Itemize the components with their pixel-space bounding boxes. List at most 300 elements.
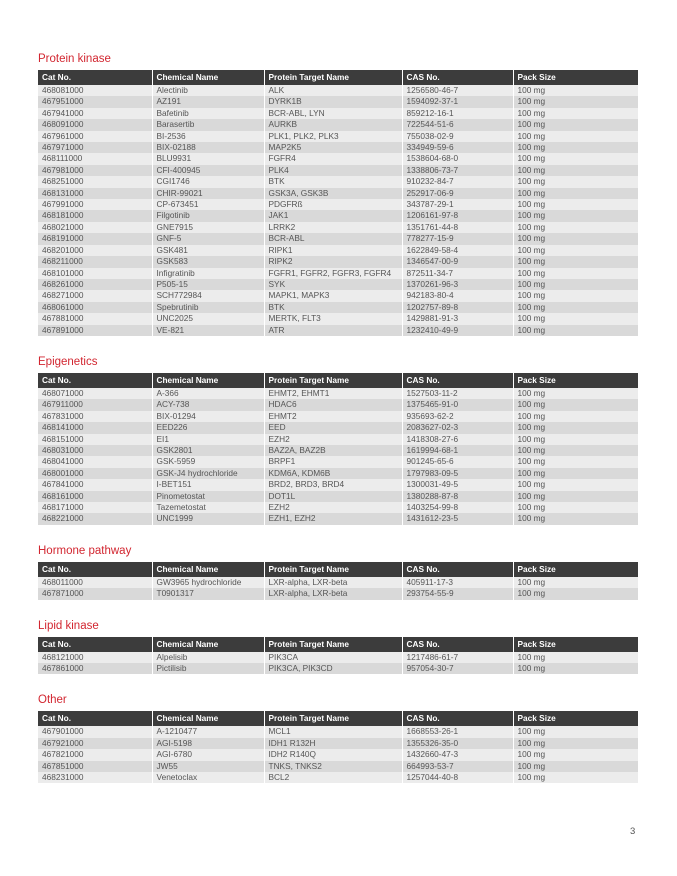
cell-cas-no: 1527503-11-2 <box>402 388 513 399</box>
cell-pack-size: 100 mg <box>513 588 638 599</box>
cell-cat-no: 468011000 <box>38 577 152 588</box>
column-header-chemical-name: Chemical Name <box>152 637 264 652</box>
cell-chemical-name: A-1210477 <box>152 726 264 737</box>
cell-pack-size: 100 mg <box>513 325 638 336</box>
column-header-cas-no: CAS No. <box>402 711 513 726</box>
cell-protein-target-name: DOT1L <box>264 491 402 502</box>
cell-cas-no: 755038-02-9 <box>402 131 513 142</box>
table-row <box>38 233 638 244</box>
cell-cas-no: 935693-62-2 <box>402 411 513 422</box>
cell-protein-target-name: GSK3A, GSK3B <box>264 188 402 199</box>
column-header-chemical-name: Chemical Name <box>152 562 264 577</box>
section-title: Other <box>38 694 67 707</box>
column-header-cas-no: CAS No. <box>402 562 513 577</box>
cell-cat-no: 467961000 <box>38 131 152 142</box>
table-row <box>38 302 638 313</box>
cell-pack-size: 100 mg <box>513 434 638 445</box>
cell-cas-no: 293754-55-9 <box>402 588 513 599</box>
cell-chemical-name: CGI1746 <box>152 176 264 187</box>
cell-cas-no: 334949-59-6 <box>402 142 513 153</box>
cell-cas-no: 942183-80-4 <box>402 290 513 301</box>
cell-cas-no: 957054-30-7 <box>402 663 513 674</box>
cell-protein-target-name: ATR <box>264 325 402 336</box>
column-header-pack-size: Pack Size <box>513 711 638 726</box>
cell-cat-no: 468081000 <box>38 85 152 96</box>
cell-chemical-name: AGI-5198 <box>152 738 264 749</box>
cell-protein-target-name: MAP2K5 <box>264 142 402 153</box>
cell-pack-size: 100 mg <box>513 233 638 244</box>
cell-chemical-name: GW3965 hydrochloride <box>152 577 264 588</box>
cell-pack-size: 100 mg <box>513 153 638 164</box>
column-header-chemical-name: Chemical Name <box>152 373 264 388</box>
cell-pack-size: 100 mg <box>513 772 638 783</box>
cell-cat-no: 468271000 <box>38 290 152 301</box>
cell-chemical-name: T0901317 <box>152 588 264 599</box>
cell-chemical-name: P505-15 <box>152 279 264 290</box>
section-lipid-kinase <box>38 619 638 675</box>
cell-protein-target-name: BTK <box>264 176 402 187</box>
cell-cat-no: 467901000 <box>38 726 152 737</box>
cell-protein-target-name: PLK1, PLK2, PLK3 <box>264 131 402 142</box>
column-header-cat-no: Cat No. <box>38 70 152 85</box>
cell-cas-no: 1257044-40-8 <box>402 772 513 783</box>
cell-cas-no: 1355326-35-0 <box>402 738 513 749</box>
cell-pack-size: 100 mg <box>513 577 638 588</box>
cell-chemical-name: BLU9931 <box>152 153 264 164</box>
cell-protein-target-name: EED <box>264 422 402 433</box>
table-row <box>38 268 638 279</box>
cell-cat-no: 468071000 <box>38 388 152 399</box>
cell-pack-size: 100 mg <box>513 268 638 279</box>
cell-chemical-name: GSK583 <box>152 256 264 267</box>
column-header-protein-target-name: Protein Target Name <box>264 637 402 652</box>
cell-protein-target-name: SYK <box>264 279 402 290</box>
cell-chemical-name: Pictilisib <box>152 663 264 674</box>
cell-protein-target-name: IDH1 R132H <box>264 738 402 749</box>
cell-pack-size: 100 mg <box>513 199 638 210</box>
section-title: Protein kinase <box>38 53 111 65</box>
column-header-cas-no: CAS No. <box>402 637 513 652</box>
cell-pack-size: 100 mg <box>513 256 638 267</box>
cell-cat-no: 467821000 <box>38 749 152 760</box>
product-table <box>38 373 638 525</box>
cell-chemical-name: UNC1999 <box>152 513 264 524</box>
table-header-row <box>38 711 638 726</box>
cell-cas-no: 664993-53-7 <box>402 761 513 772</box>
cell-chemical-name: Tazemetostat <box>152 502 264 513</box>
cell-cat-no: 468131000 <box>38 188 152 199</box>
table-header-row <box>38 562 638 577</box>
column-header-cas-no: CAS No. <box>402 70 513 85</box>
column-header-pack-size: Pack Size <box>513 562 638 577</box>
cell-chemical-name: Alectinib <box>152 85 264 96</box>
cell-cat-no: 468021000 <box>38 222 152 233</box>
cell-cat-no: 468121000 <box>38 652 152 663</box>
cell-protein-target-name: AURKB <box>264 119 402 130</box>
table-row <box>38 153 638 164</box>
cell-cas-no: 1351761-44-8 <box>402 222 513 233</box>
cell-protein-target-name: RIPK1 <box>264 245 402 256</box>
cell-cat-no: 467921000 <box>38 738 152 749</box>
cell-chemical-name: A-366 <box>152 388 264 399</box>
table-row <box>38 422 638 433</box>
cell-cat-no: 467911000 <box>38 399 152 410</box>
table-row <box>38 491 638 502</box>
cell-cat-no: 468001000 <box>38 468 152 479</box>
column-header-protein-target-name: Protein Target Name <box>264 373 402 388</box>
column-header-cat-no: Cat No. <box>38 711 152 726</box>
cell-pack-size: 100 mg <box>513 513 638 524</box>
table-row <box>38 119 638 130</box>
cell-cat-no: 468171000 <box>38 502 152 513</box>
cell-protein-target-name: JAK1 <box>264 210 402 221</box>
cell-protein-target-name: EHMT2, EHMT1 <box>264 388 402 399</box>
section-hormone-pathway <box>38 544 638 600</box>
cell-pack-size: 100 mg <box>513 302 638 313</box>
column-header-pack-size: Pack Size <box>513 70 638 85</box>
cell-chemical-name: EED226 <box>152 422 264 433</box>
cell-cat-no: 468191000 <box>38 233 152 244</box>
cell-protein-target-name: EHMT2 <box>264 411 402 422</box>
cell-chemical-name: UNC2025 <box>152 313 264 324</box>
cell-pack-size: 100 mg <box>513 131 638 142</box>
cell-pack-size: 100 mg <box>513 142 638 153</box>
table-row <box>38 468 638 479</box>
cell-protein-target-name: DYRK1B <box>264 96 402 107</box>
column-header-cas-no: CAS No. <box>402 373 513 388</box>
cell-protein-target-name: KDM6A, KDM6B <box>264 468 402 479</box>
cell-protein-target-name: IDH2 R140Q <box>264 749 402 760</box>
cell-chemical-name: SCH772984 <box>152 290 264 301</box>
cell-pack-size: 100 mg <box>513 468 638 479</box>
cell-pack-size: 100 mg <box>513 388 638 399</box>
cell-chemical-name: GSK2801 <box>152 445 264 456</box>
cell-cas-no: 1432660-47-3 <box>402 749 513 760</box>
cell-cat-no: 468101000 <box>38 268 152 279</box>
table-row <box>38 108 638 119</box>
table-row <box>38 513 638 524</box>
cell-pack-size: 100 mg <box>513 491 638 502</box>
column-header-cat-no: Cat No. <box>38 637 152 652</box>
table-row <box>38 652 638 663</box>
table-row <box>38 577 638 588</box>
cell-protein-target-name: EZH2 <box>264 502 402 513</box>
table-row <box>38 388 638 399</box>
cell-pack-size: 100 mg <box>513 761 638 772</box>
cell-pack-size: 100 mg <box>513 479 638 490</box>
table-row <box>38 411 638 422</box>
cell-cas-no: 1380288-87-8 <box>402 491 513 502</box>
cell-chemical-name: BIX-02188 <box>152 142 264 153</box>
cell-pack-size: 100 mg <box>513 85 638 96</box>
cell-pack-size: 100 mg <box>513 279 638 290</box>
cell-protein-target-name: TNKS, TNKS2 <box>264 761 402 772</box>
table-row <box>38 222 638 233</box>
table-row <box>38 96 638 107</box>
table-row <box>38 313 638 324</box>
cell-chemical-name: GNE7915 <box>152 222 264 233</box>
cell-protein-target-name: BAZ2A, BAZ2B <box>264 445 402 456</box>
table-row <box>38 290 638 301</box>
cell-cas-no: 1594092-37-1 <box>402 96 513 107</box>
cell-cat-no: 468201000 <box>38 245 152 256</box>
cell-protein-target-name: ALK <box>264 85 402 96</box>
cell-cat-no: 467881000 <box>38 313 152 324</box>
cell-pack-size: 100 mg <box>513 290 638 301</box>
cell-cat-no: 468211000 <box>38 256 152 267</box>
cell-pack-size: 100 mg <box>513 445 638 456</box>
cell-protein-target-name: BRPF1 <box>264 456 402 467</box>
cell-chemical-name: Filgotinib <box>152 210 264 221</box>
cell-chemical-name: Infigratinib <box>152 268 264 279</box>
cell-pack-size: 100 mg <box>513 749 638 760</box>
table-row <box>38 199 638 210</box>
cell-cas-no: 1300031-49-5 <box>402 479 513 490</box>
cell-protein-target-name: BTK <box>264 302 402 313</box>
column-header-cat-no: Cat No. <box>38 373 152 388</box>
cell-cat-no: 468261000 <box>38 279 152 290</box>
cell-cas-no: 1370261-96-3 <box>402 279 513 290</box>
cell-cat-no: 468231000 <box>38 772 152 783</box>
table-row <box>38 588 638 599</box>
table-row <box>38 165 638 176</box>
cell-protein-target-name: HDAC6 <box>264 399 402 410</box>
cell-chemical-name: BIX-01294 <box>152 411 264 422</box>
cell-cas-no: 778277-15-9 <box>402 233 513 244</box>
cell-pack-size: 100 mg <box>513 222 638 233</box>
cell-chemical-name: GSK-5959 <box>152 456 264 467</box>
cell-pack-size: 100 mg <box>513 188 638 199</box>
cell-pack-size: 100 mg <box>513 738 638 749</box>
cell-pack-size: 100 mg <box>513 119 638 130</box>
cell-cat-no: 467971000 <box>38 142 152 153</box>
product-table <box>38 711 638 783</box>
column-header-protein-target-name: Protein Target Name <box>264 562 402 577</box>
table-row <box>38 131 638 142</box>
cell-cas-no: 2083627-02-3 <box>402 422 513 433</box>
cell-cas-no: 1202757-89-8 <box>402 302 513 313</box>
cell-cat-no: 467871000 <box>38 588 152 599</box>
table-row <box>38 325 638 336</box>
table-row <box>38 502 638 513</box>
product-table <box>38 562 638 600</box>
cell-pack-size: 100 mg <box>513 96 638 107</box>
cell-protein-target-name: PIK3CA, PIK3CD <box>264 663 402 674</box>
cell-cat-no: 468111000 <box>38 153 152 164</box>
cell-cat-no: 468221000 <box>38 513 152 524</box>
cell-chemical-name: I-BET151 <box>152 479 264 490</box>
cell-cat-no: 468161000 <box>38 491 152 502</box>
cell-pack-size: 100 mg <box>513 502 638 513</box>
table-header-row <box>38 637 638 652</box>
cell-cat-no: 468141000 <box>38 422 152 433</box>
column-header-chemical-name: Chemical Name <box>152 70 264 85</box>
cell-cas-no: 1338806-73-7 <box>402 165 513 176</box>
cell-cat-no: 468251000 <box>38 176 152 187</box>
table-row <box>38 188 638 199</box>
cell-protein-target-name: BRD2, BRD3, BRD4 <box>264 479 402 490</box>
cell-pack-size: 100 mg <box>513 165 638 176</box>
cell-cas-no: 1797983-09-5 <box>402 468 513 479</box>
cell-cat-no: 467951000 <box>38 96 152 107</box>
cell-cas-no: 405911-17-3 <box>402 577 513 588</box>
cell-cat-no: 468151000 <box>38 434 152 445</box>
table-row <box>38 210 638 221</box>
cell-protein-target-name: FGFR4 <box>264 153 402 164</box>
cell-pack-size: 100 mg <box>513 210 638 221</box>
cell-protein-target-name: LXR-alpha, LXR-beta <box>264 577 402 588</box>
column-header-pack-size: Pack Size <box>513 637 638 652</box>
table-header-row <box>38 373 638 388</box>
cell-cas-no: 1622849-58-4 <box>402 245 513 256</box>
cell-chemical-name: Venetoclax <box>152 772 264 783</box>
cell-pack-size: 100 mg <box>513 313 638 324</box>
section-protein-kinase <box>38 52 638 336</box>
cell-cas-no: 1418308-27-6 <box>402 434 513 445</box>
cell-pack-size: 100 mg <box>513 456 638 467</box>
cell-cas-no: 343787-29-1 <box>402 199 513 210</box>
cell-chemical-name: CHIR-99021 <box>152 188 264 199</box>
cell-chemical-name: CP-673451 <box>152 199 264 210</box>
table-row <box>38 761 638 772</box>
table-row <box>38 85 638 96</box>
cell-cas-no: 1619994-68-1 <box>402 445 513 456</box>
cell-chemical-name: Alpelisib <box>152 652 264 663</box>
cell-protein-target-name: LRRK2 <box>264 222 402 233</box>
section-epigenetics <box>38 355 638 525</box>
cell-cat-no: 467891000 <box>38 325 152 336</box>
section-title: Lipid kinase <box>38 619 99 632</box>
cell-protein-target-name: BCR-ABL, LYN <box>264 108 402 119</box>
cell-protein-target-name: MAPK1, MAPK3 <box>264 290 402 301</box>
cell-cas-no: 1429881-91-3 <box>402 313 513 324</box>
cell-protein-target-name: BCL2 <box>264 772 402 783</box>
column-header-protein-target-name: Protein Target Name <box>264 711 402 726</box>
table-row <box>38 456 638 467</box>
column-header-chemical-name: Chemical Name <box>152 711 264 726</box>
cell-chemical-name: GSK481 <box>152 245 264 256</box>
table-row <box>38 749 638 760</box>
cell-cat-no: 467841000 <box>38 479 152 490</box>
cell-protein-target-name: PLK4 <box>264 165 402 176</box>
cell-chemical-name: GNF-5 <box>152 233 264 244</box>
cell-protein-target-name: EZH2 <box>264 434 402 445</box>
table-row <box>38 245 638 256</box>
cell-pack-size: 100 mg <box>513 399 638 410</box>
cell-chemical-name: GSK-J4 hydrochloride <box>152 468 264 479</box>
cell-cas-no: 722544-51-6 <box>402 119 513 130</box>
cell-protein-target-name: MERTK, FLT3 <box>264 313 402 324</box>
section-title: Hormone pathway <box>38 544 132 557</box>
cell-chemical-name: EI1 <box>152 434 264 445</box>
cell-cas-no: 1232410-49-9 <box>402 325 513 336</box>
column-header-protein-target-name: Protein Target Name <box>264 70 402 85</box>
cell-cas-no: 1538604-68-0 <box>402 153 513 164</box>
cell-chemical-name: ACY-738 <box>152 399 264 410</box>
cell-pack-size: 100 mg <box>513 663 638 674</box>
product-table <box>38 637 638 675</box>
cell-protein-target-name: PIK3CA <box>264 652 402 663</box>
section-title: Epigenetics <box>38 355 98 368</box>
cell-cas-no: 252917-06-9 <box>402 188 513 199</box>
catalog-content <box>38 52 638 802</box>
table-row <box>38 399 638 410</box>
cell-cat-no: 467981000 <box>38 165 152 176</box>
section-other <box>38 693 638 783</box>
cell-pack-size: 100 mg <box>513 422 638 433</box>
cell-chemical-name: AZ191 <box>152 96 264 107</box>
cell-chemical-name: BI-2536 <box>152 131 264 142</box>
cell-cas-no: 1206161-97-8 <box>402 210 513 221</box>
cell-cas-no: 859212-16-1 <box>402 108 513 119</box>
product-table <box>38 70 638 336</box>
table-row <box>38 256 638 267</box>
table-row <box>38 479 638 490</box>
cell-cas-no: 1668553-26-1 <box>402 726 513 737</box>
table-row <box>38 434 638 445</box>
table-header-row <box>38 70 638 85</box>
page-number: 3 <box>630 826 636 837</box>
cell-protein-target-name: LXR-alpha, LXR-beta <box>264 588 402 599</box>
cell-cas-no: 872511-34-7 <box>402 268 513 279</box>
cell-pack-size: 100 mg <box>513 176 638 187</box>
cell-protein-target-name: EZH1, EZH2 <box>264 513 402 524</box>
cell-cat-no: 467851000 <box>38 761 152 772</box>
cell-pack-size: 100 mg <box>513 245 638 256</box>
cell-chemical-name: Barasertib <box>152 119 264 130</box>
cell-chemical-name: Bafetinib <box>152 108 264 119</box>
cell-protein-target-name: FGFR1, FGFR2, FGFR3, FGFR4 <box>264 268 402 279</box>
cell-cat-no: 467861000 <box>38 663 152 674</box>
cell-chemical-name: AGI-6780 <box>152 749 264 760</box>
cell-pack-size: 100 mg <box>513 726 638 737</box>
cell-pack-size: 100 mg <box>513 411 638 422</box>
cell-pack-size: 100 mg <box>513 652 638 663</box>
cell-protein-target-name: PDGFRß <box>264 199 402 210</box>
cell-chemical-name: JW55 <box>152 761 264 772</box>
table-row <box>38 663 638 674</box>
column-header-pack-size: Pack Size <box>513 373 638 388</box>
table-row <box>38 176 638 187</box>
cell-cat-no: 468181000 <box>38 210 152 221</box>
table-row <box>38 738 638 749</box>
table-row <box>38 772 638 783</box>
cell-cas-no: 1403254-99-8 <box>402 502 513 513</box>
cell-chemical-name: VE-821 <box>152 325 264 336</box>
table-row <box>38 279 638 290</box>
cell-cas-no: 910232-84-7 <box>402 176 513 187</box>
cell-cat-no: 467941000 <box>38 108 152 119</box>
cell-cat-no: 467991000 <box>38 199 152 210</box>
cell-cas-no: 1256580-46-7 <box>402 85 513 96</box>
cell-cat-no: 468041000 <box>38 456 152 467</box>
cell-cat-no: 467831000 <box>38 411 152 422</box>
table-row <box>38 142 638 153</box>
cell-cas-no: 1375465-91-0 <box>402 399 513 410</box>
cell-pack-size: 100 mg <box>513 108 638 119</box>
column-header-cat-no: Cat No. <box>38 562 152 577</box>
cell-cat-no: 468091000 <box>38 119 152 130</box>
cell-cas-no: 1217486-61-7 <box>402 652 513 663</box>
cell-protein-target-name: MCL1 <box>264 726 402 737</box>
cell-cat-no: 468031000 <box>38 445 152 456</box>
table-row <box>38 726 638 737</box>
cell-cas-no: 901245-65-6 <box>402 456 513 467</box>
cell-cat-no: 468061000 <box>38 302 152 313</box>
cell-chemical-name: Pinometostat <box>152 491 264 502</box>
cell-protein-target-name: BCR-ABL <box>264 233 402 244</box>
cell-cas-no: 1346547-00-9 <box>402 256 513 267</box>
